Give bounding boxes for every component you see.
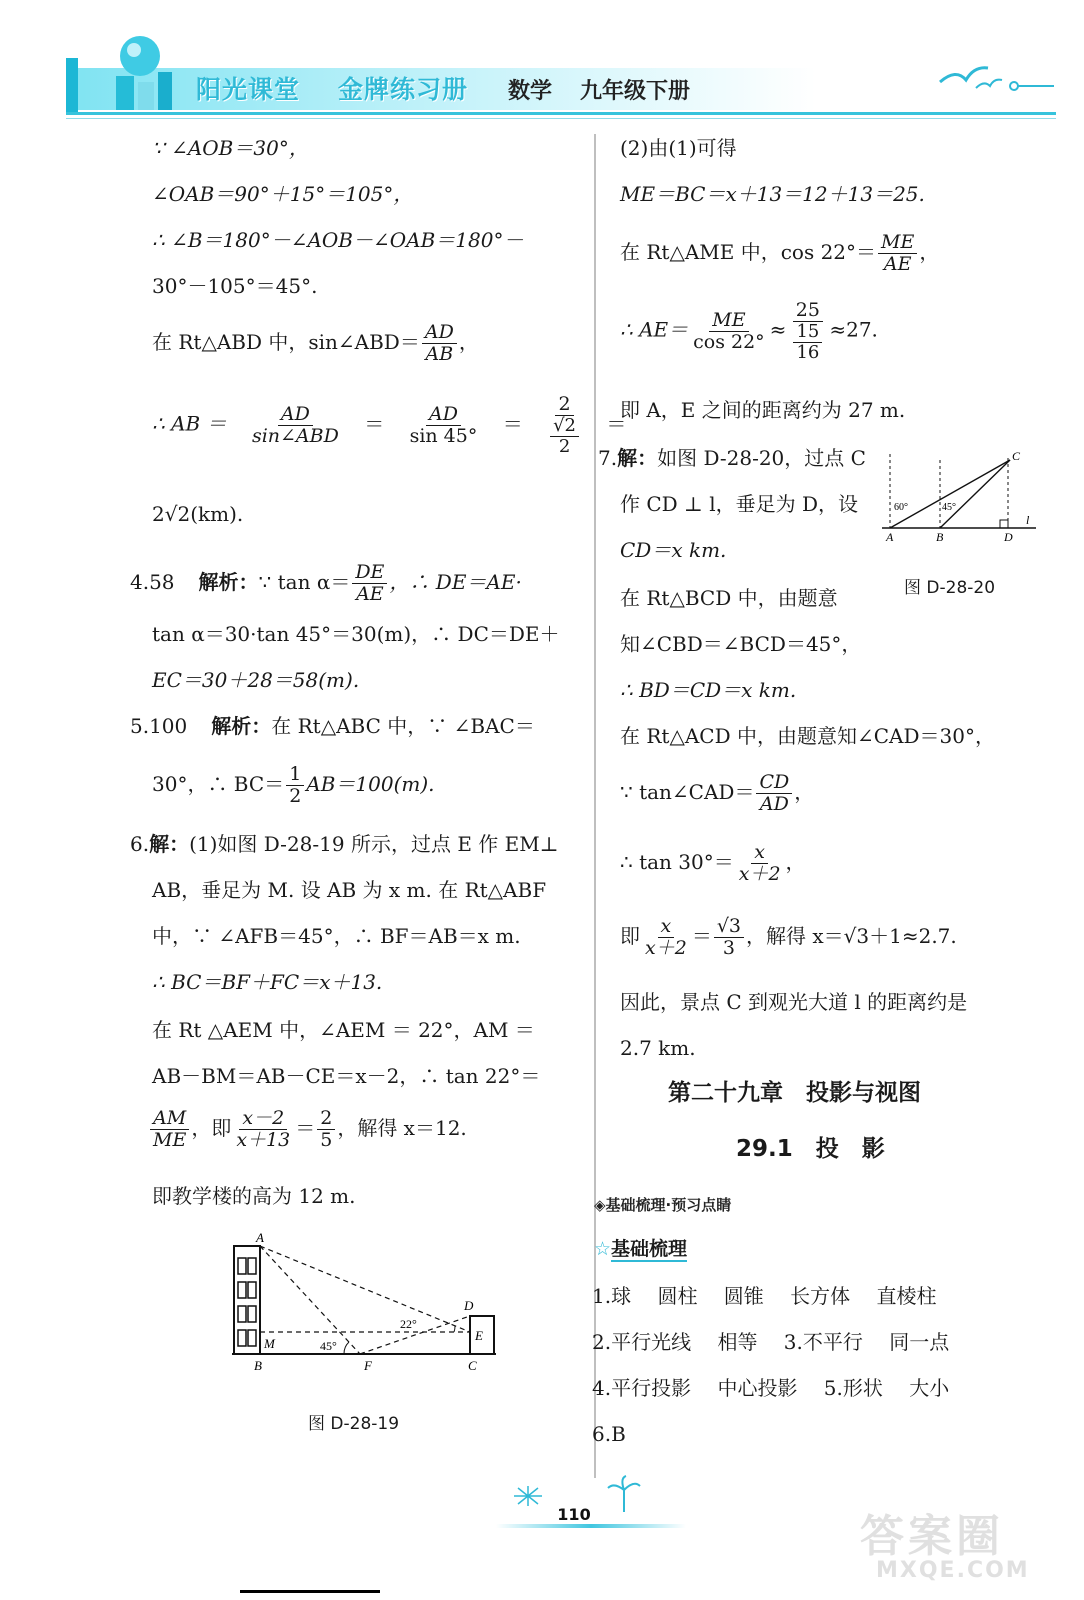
line-af [260, 1246, 360, 1354]
compound-fraction [545, 394, 584, 456]
fraction-denominator: 3 [722, 936, 735, 959]
approx-sign: ≈ [769, 317, 787, 342]
q4-text: ，∴ DE＝AE· [389, 569, 522, 594]
fraction-denominator: AB [425, 342, 454, 365]
fraction [736, 842, 784, 885]
fraction-numerator: AM [150, 1108, 189, 1130]
q6-line-5: 在 Rt △AEM 中，∠AEM ＝ 22°，AM ＝ [152, 1018, 535, 1042]
inner-numerator: √2 [550, 416, 579, 437]
palm-tree-icon [604, 1474, 644, 1514]
answer-line-4: 6.B [592, 1422, 626, 1446]
q6-text: ，解得 x＝12. [337, 1115, 467, 1140]
figure-d-28-19 [224, 1228, 514, 1388]
q4-line-2: tan α＝30·tan 45°＝30(m)，∴ DC＝DE＋ [152, 622, 560, 646]
inner-denominator: 2 [558, 435, 571, 457]
fraction-numerator: x [658, 916, 675, 938]
sub-label-text: 基础梳理 [611, 1238, 688, 1260]
punctuation: ， [794, 779, 815, 804]
q7-line-12: 2.7 km. [620, 1036, 696, 1060]
fraction-denominator: x＋2 [738, 862, 781, 885]
q7-line-8 [620, 772, 814, 815]
fraction-numerator: ME [878, 232, 917, 254]
right-line-5: 即 A，E 之间的距离约为 27 m. [620, 398, 906, 422]
right-line-3-text: 在 Rt△AME 中，cos 22°＝ [620, 239, 877, 264]
fraction-numerator: AD [426, 404, 461, 426]
fraction-numerator: DE [352, 562, 387, 584]
q6-line-6: AB－BM＝AB－CE＝x－2，∴ tan 22°＝ [152, 1064, 541, 1088]
q7-line-2: 作 CD ⊥ l，垂足为 D，设 [620, 492, 859, 516]
punctuation: ， [919, 239, 940, 264]
q7-text: ∴ tan 30°＝ [620, 849, 734, 874]
star-icon: ☆ [594, 1238, 612, 1260]
q7-line-5: 知∠CBD＝∠BCD＝45°， [620, 632, 862, 656]
equals-sign: ＝ [295, 1115, 316, 1140]
right-line-1: (2)由(1)可得 [620, 136, 737, 160]
fraction-denominator: ME [153, 1128, 187, 1151]
fraction-numerator: x－2 [239, 1108, 287, 1130]
fraction [249, 404, 342, 447]
left-line-5-text: 在 Rt△ABD 中，sin∠ABD＝ [152, 329, 420, 354]
fraction-numerator: 2 [555, 394, 573, 416]
q5-text: 30°，∴ BC＝ [152, 771, 285, 796]
label-d: D [464, 1298, 474, 1313]
chapter-title: 第二十九章 投影与视图 [668, 1080, 921, 1106]
fraction [286, 764, 304, 807]
equals-sign: ＝ [606, 411, 627, 436]
fraction-denominator: AE [883, 252, 912, 275]
left-line-6-text: ∴ AB ＝ [152, 411, 227, 436]
fraction-denominator: x＋2 [645, 936, 687, 959]
q7-line-6: ∴ BD＝CD＝x km. [620, 678, 797, 702]
label-a: A [256, 1230, 264, 1245]
left-line-3: ∴ ∠B＝180°－∠AOB－∠OAB＝180°－ [152, 228, 524, 252]
q6-line-2: AB，垂足为 M. 设 AB 为 x m. 在 Rt△ABF [152, 878, 547, 902]
fraction-numerator: 25 [793, 300, 823, 322]
label-c: C [468, 1358, 477, 1373]
label-c: C [1012, 449, 1021, 463]
label-angle-22: 22° [400, 1317, 417, 1331]
footer-rule [240, 1590, 380, 1593]
fraction-numerator: AD [422, 322, 457, 344]
header-rule-thin [66, 118, 1056, 119]
question-number: 4.58 [130, 569, 175, 594]
inner-numerator: 15 [793, 322, 822, 343]
fraction-denominator: cos 22° [693, 330, 765, 353]
right-line-4 [620, 300, 878, 362]
q5-line-2 [152, 764, 435, 807]
left-line-6 [152, 394, 626, 456]
globe-logo-icon [96, 22, 192, 118]
question-number: 7. [598, 446, 618, 470]
label-angle-45: 45° [942, 502, 956, 513]
fraction-denominator [788, 322, 827, 363]
analysis-label: 解析： [211, 714, 272, 738]
q7-line-3: CD＝x km. [620, 538, 727, 562]
angle-22-arc [454, 1326, 455, 1332]
label-e: E [475, 1328, 483, 1343]
fraction-denominator: x＋13 [236, 1128, 291, 1151]
q4-line-3: EC＝30＋28＝58(m). [152, 668, 360, 692]
q6-line-4: ∴ BC＝BF＋FC＝x＋13. [152, 970, 383, 994]
q7-line-7: 在 Rt△ACD 中，由题意知∠CAD＝30°， [620, 724, 995, 748]
q6-line-8: 即教学楼的高为 12 m. [152, 1184, 356, 1208]
figure-d-28-20 [876, 448, 1046, 548]
right-line-3 [620, 232, 939, 275]
equals-sign: ＝ [502, 411, 523, 436]
fraction [352, 562, 387, 605]
watermark [848, 1500, 1068, 1600]
question-6 [130, 832, 559, 856]
fraction [690, 310, 768, 353]
question-5 [130, 714, 535, 738]
label-angle-45: 45° [320, 1339, 337, 1353]
left-line-5 [152, 322, 479, 365]
label-f: F [364, 1358, 372, 1373]
left-line-7: 2√2(km). [152, 502, 244, 526]
figure-20-caption: 图 D-28-20 [904, 578, 996, 598]
solution-label: 解： [149, 832, 190, 856]
left-line-2: ∠OAB＝90°＋15°＝105°， [152, 182, 414, 206]
watermark-url: MXQE.COM [876, 1558, 1030, 1583]
question-number: 5.100 [130, 714, 188, 738]
q5-text: 在 Rt△ABC 中，∵ ∠BAC＝ [271, 714, 535, 738]
fraction [317, 1108, 335, 1151]
label-l: l [1026, 513, 1030, 527]
star-deco-icon [510, 1484, 546, 1508]
page-header [0, 0, 1084, 140]
q6-text: (1)如图 D-28-19 所示，过点 E 作 EM⊥ [189, 832, 559, 856]
punctuation: ， [458, 329, 479, 354]
q7-line-4: 在 Rt△BCD 中，由题意 [620, 586, 838, 610]
q4-text: ∵ tan α＝ [258, 569, 351, 594]
fraction-numerator: 1 [286, 764, 304, 786]
left-line-1: ∵ ∠AOB＝30°， [152, 136, 309, 160]
label-angle-60: 60° [894, 502, 908, 513]
equals-sign: ＝ [364, 411, 385, 436]
fraction-numerator: CD [756, 772, 792, 794]
fraction [714, 916, 744, 959]
label-b: B [936, 530, 944, 544]
grade-label: 九年级下册 [580, 79, 691, 104]
page-number: 110 [557, 1505, 591, 1524]
fraction-denominator: 2 [289, 784, 302, 807]
section-title: 29.1 投 影 [736, 1136, 885, 1162]
analysis-label: 解析： [198, 569, 259, 594]
q7-line-11: 因此，景点 C 到观光大道 l 的距离约是 [620, 990, 968, 1014]
q6-line-3: 中，∵ ∠AFB＝45°，∴ BF＝AB＝x m. [152, 924, 521, 948]
left-line-4: 30°－105°＝45°. [152, 274, 318, 298]
answer-line-1: 1.球 圆柱 圆锥 长方体 直棱柱 [592, 1284, 937, 1308]
label-m: M [264, 1336, 275, 1351]
question-7 [598, 446, 866, 470]
q5-text: AB＝100(m). [306, 771, 435, 796]
fraction [150, 1108, 189, 1151]
answer-line-2: 2.平行光线 相等 3.不平行 同一点 [592, 1330, 950, 1354]
fraction-denominator: sin 45° [409, 424, 478, 447]
solution-label: 解： [617, 446, 658, 470]
fraction-numerator: AD [278, 404, 313, 426]
fraction [407, 404, 481, 447]
birds-icon [936, 56, 1056, 116]
fraction [422, 322, 457, 365]
sub-label [594, 1238, 687, 1261]
inner-fraction [793, 322, 822, 363]
series-title-1: 阳光课堂 [196, 75, 301, 104]
fraction-numerator: 2 [317, 1108, 335, 1130]
header-rule [66, 112, 1056, 115]
fraction [756, 772, 792, 815]
angle-45-arc [344, 1342, 349, 1354]
q6-text: ，即 [191, 1115, 232, 1140]
header-accent-bar [66, 58, 78, 114]
question-4 [130, 562, 522, 605]
fraction-numerator: x [751, 842, 768, 864]
fraction-denominator: AD [759, 792, 789, 815]
fraction-numerator: √3 [714, 916, 744, 938]
q7-line-9 [620, 842, 806, 885]
label-b: B [254, 1358, 262, 1373]
q7-text: ∵ tan∠CAD＝ [620, 779, 755, 804]
fraction-denominator: sin∠ABD [251, 424, 339, 447]
series-title-2: 金牌练习册 [338, 75, 469, 104]
q7-text: 即 [620, 923, 640, 948]
inner-denominator: 16 [796, 341, 820, 363]
line-ae [260, 1246, 470, 1332]
compound-fraction [788, 300, 827, 362]
diamond-icon: ◈ [594, 1196, 606, 1214]
equals-sign: ＝ [691, 923, 712, 948]
fraction [878, 232, 917, 275]
watermark-text: 答案圈 [860, 1511, 1004, 1562]
label-a: A [886, 530, 894, 544]
right-angle-mark [1000, 520, 1008, 528]
fraction-denominator: 5 [320, 1128, 333, 1151]
fraction [233, 1108, 293, 1151]
q6-line-7 [148, 1108, 467, 1151]
column-divider [594, 134, 596, 1478]
answer-line-3: 4.平行投影 中心投影 5.形状 大小 [592, 1376, 950, 1400]
fraction-denominator [545, 416, 584, 457]
question-number: 6. [130, 832, 150, 856]
figure-19-caption: 图 D-28-19 [308, 1414, 400, 1434]
section-label [594, 1196, 731, 1214]
q7-line-10 [620, 916, 957, 959]
inner-fraction [550, 416, 579, 457]
right-line-4-result: ≈27. [829, 317, 878, 342]
fraction-denominator: AE [356, 582, 384, 605]
fraction [642, 916, 690, 959]
punctuation: ， [785, 849, 806, 874]
building-ab [234, 1246, 260, 1354]
section-label-text: 基础梳理·预习点睛 [605, 1196, 732, 1214]
right-line-4-text: ∴ AE＝ [620, 317, 689, 342]
label-d: D [1004, 530, 1013, 544]
fraction-numerator: ME [709, 310, 748, 332]
right-line-2: ME＝BC＝x＋13＝12＋13＝25. [620, 182, 925, 206]
q7-text: ，解得 x＝√3＋1≈2.7. [746, 923, 957, 948]
q7-text: 如图 D-28-20，过点 C [657, 446, 866, 470]
subject-label: 数学 [508, 79, 553, 104]
